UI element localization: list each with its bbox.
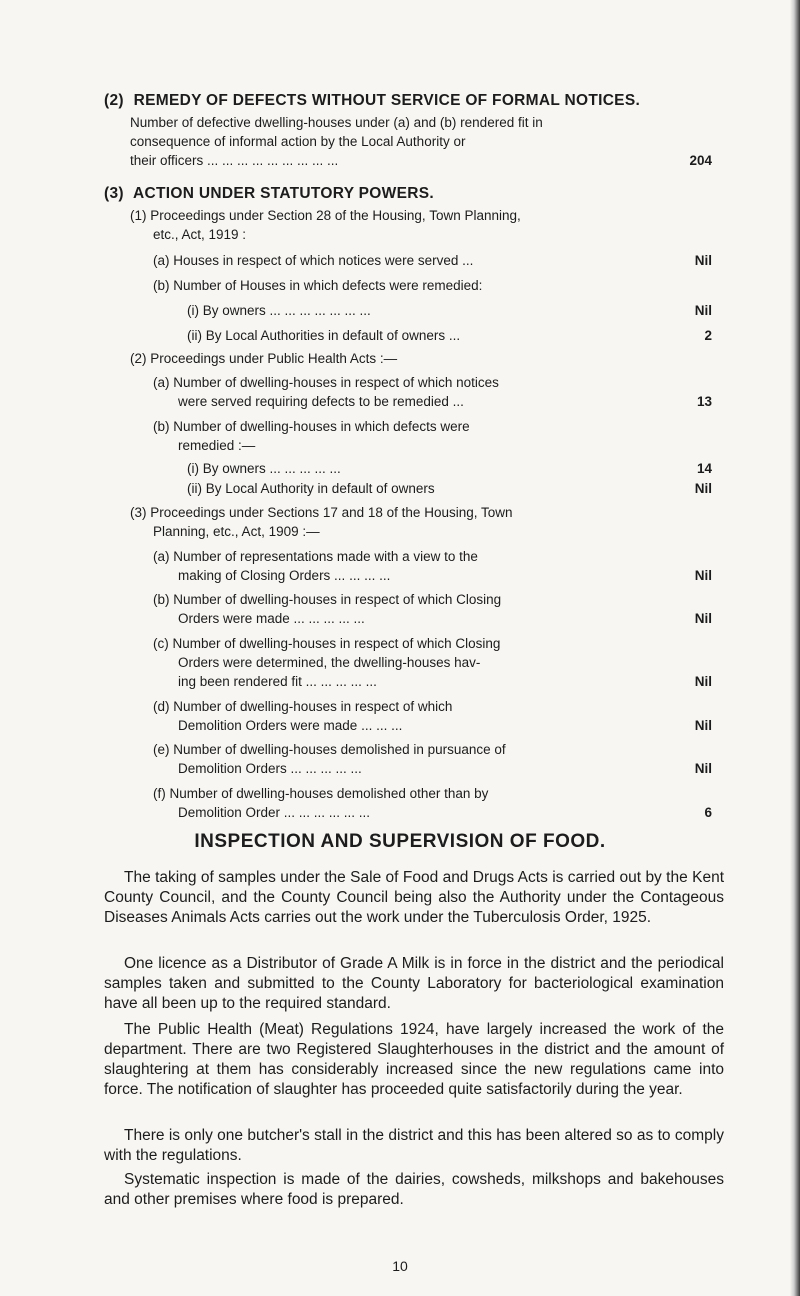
text-line: (a) Number of representations made with a view to the bbox=[153, 549, 478, 564]
entry-value: Nil bbox=[694, 303, 712, 318]
section-number: (2) bbox=[104, 92, 124, 109]
entry-label: making of Closing Orders ... ... ... ... bbox=[178, 568, 391, 583]
section-title: ACTION UNDER STATUTORY POWERS. bbox=[133, 185, 434, 202]
entry-value: 204 bbox=[689, 153, 712, 168]
entry-label: Demolition Order ... ... ... ... ... ... bbox=[178, 805, 371, 820]
text-line: etc., Act, 1919 : bbox=[153, 227, 247, 242]
text-line: (b) Number of dwelling-houses in respect of which Closing bbox=[153, 592, 502, 607]
text-line: (a) Number of dwelling-houses in respect of which notices bbox=[153, 375, 499, 390]
entry-value: Nil bbox=[694, 568, 712, 583]
text-line: (c) Number of dwelling-houses in respect of which Closing bbox=[153, 636, 501, 651]
text-line: Orders were determined, the dwelling-houses hav- bbox=[178, 655, 481, 670]
entry-value: Nil bbox=[694, 481, 712, 496]
text-line: Number of defective dwelling-houses under (a) and (b) rendered fit in bbox=[130, 115, 543, 130]
entry-value: Nil bbox=[694, 253, 712, 268]
food-section-heading: INSPECTION AND SUPERVISION OF FOOD. bbox=[194, 831, 606, 852]
text-line: remedied :— bbox=[178, 438, 256, 453]
paragraph: One licence as a Distributor of Grade A Milk is in force in the district and the periodical samples taken and submitted to the County Laboratory for bacteriological examination have all been up to the required standard. bbox=[104, 955, 724, 1012]
text-line: (2) Proceedings under Public Health Acts :— bbox=[130, 351, 398, 366]
paragraph: There is only one butcher's stall in the district and this has been altered so as to comply with the regulations. bbox=[104, 1127, 724, 1164]
entry-label: (i) By owners ... ... ... ... ... ... ... bbox=[187, 303, 371, 318]
entry-label: (a) Houses in respect of which notices were served ... bbox=[153, 253, 474, 268]
entry-label: (ii) By Local Authorities in default of owners ... bbox=[187, 328, 461, 343]
entry-label: Demolition Orders were made ... ... ... bbox=[178, 718, 403, 733]
paragraph: The taking of samples under the Sale of Food and Drugs Acts is carried out by the Kent County Council, and the County Council being also the Authority under the Contageous Diseases Animals Acts carries out the work under the Tuberculosis Order, 1925. bbox=[104, 869, 724, 926]
text-line: (e) Number of dwelling-houses demolished in pursuance of bbox=[153, 742, 506, 757]
text-line: (3) Proceedings under Sections 17 and 18 of the Housing, Town bbox=[130, 505, 513, 520]
text-line: (b) Number of dwelling-houses in which defects were bbox=[153, 419, 470, 434]
text-line: (d) Number of dwelling-houses in respect of which bbox=[153, 699, 453, 714]
section-title: REMEDY OF DEFECTS WITHOUT SERVICE OF FORMAL NOTICES. bbox=[133, 92, 641, 109]
section-2-heading bbox=[104, 92, 640, 110]
entry-value: Nil bbox=[694, 674, 712, 689]
entry-value: 13 bbox=[696, 394, 712, 409]
entry-label: their officers ... ... ... ... ... ... ... ... ... bbox=[130, 153, 339, 168]
entry-value: Nil bbox=[694, 761, 712, 776]
text-line: (f) Number of dwelling-houses demolished other than by bbox=[153, 786, 489, 801]
entry-label: were served requiring defects to be remedied ... bbox=[178, 394, 464, 409]
entry-value: 14 bbox=[696, 461, 712, 476]
text-line: consequence of informal action by the Local Authority or bbox=[130, 134, 466, 149]
paragraph: Systematic inspection is made of the dairies, cowsheds, milkshops and bakehouses and other premises where food is prepared. bbox=[104, 1171, 724, 1208]
entry-label: (ii) By Local Authority in default of owners bbox=[187, 481, 435, 496]
text-line: (b) Number of Houses in which defects were remedied: bbox=[153, 278, 483, 293]
section-3-heading bbox=[104, 185, 434, 203]
text-line: (1) Proceedings under Section 28 of the Housing, Town Planning, bbox=[130, 208, 521, 223]
entry-label: Demolition Orders ... ... ... ... ... bbox=[178, 761, 362, 776]
entry-label: Orders were made ... ... ... ... ... bbox=[178, 611, 365, 626]
entry-value: 6 bbox=[704, 805, 712, 820]
page-number: 10 bbox=[392, 1258, 408, 1274]
entry-value: 2 bbox=[704, 328, 712, 343]
text-line: Planning, etc., Act, 1909 :— bbox=[153, 524, 320, 539]
entry-value: Nil bbox=[694, 611, 712, 626]
paragraph: The Public Health (Meat) Regulations 1924, have largely increased the work of the department. There are two Registered Slaughterhouses in the district and the amount of slaughtering at them has considerably increased since the new regulations came into force. The notification of slaughter has proceeded quite satisfactorily during the year. bbox=[104, 1021, 724, 1098]
entry-label: ing been rendered fit ... ... ... ... ... bbox=[178, 674, 377, 689]
entry-label: (i) By owners ... ... ... ... ... bbox=[187, 461, 341, 476]
page-edge-shadow bbox=[790, 0, 800, 1296]
section-number: (3) bbox=[104, 185, 124, 202]
entry-value: Nil bbox=[694, 718, 712, 733]
